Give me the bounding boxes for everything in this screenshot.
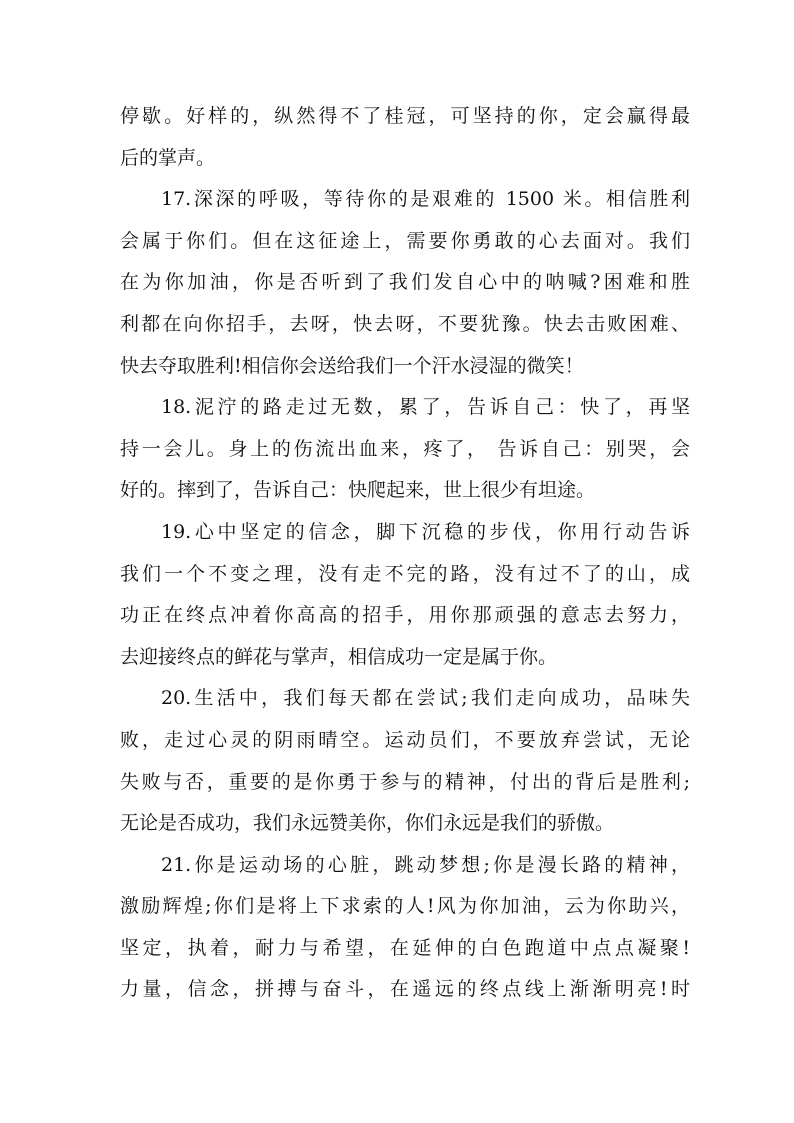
paragraph-17-line: 会属于你们。但在这征途上，需要你勇敢的心去面对。我们 — [120, 229, 690, 252]
paragraph-21-line: 坚定，执着，耐力与希望，在延伸的白色跑道中点点凝聚! — [120, 936, 690, 959]
paragraph-20-line: 无论是否成功，我们永远赞美你，你们永远是我们的骄傲。 — [120, 812, 615, 835]
paragraph-21-line: 力量，信念，拼搏与奋斗，在遥远的终点线上渐渐明亮!时 — [120, 978, 690, 1001]
paragraph-17-line: 快去夺取胜利!相信你会送给我们一个汗水浸湿的微笑！ — [120, 354, 584, 377]
paragraph-19-line: 19.心中坚定的信念，脚下沉稳的步伐，你用行动告诉 — [161, 520, 690, 543]
paragraph-17-line: 在为你加油，你是否听到了我们发自心中的呐喊?困难和胜 — [120, 271, 690, 294]
paragraph-21-line: 激励辉煌;你们是将上下求索的人!风为你加油，云为你助兴， — [120, 895, 690, 918]
paragraph-20-line: 20.生活中，我们每天都在尝试;我们走向成功，品味失 — [161, 687, 690, 710]
paragraph-17-line: 17.深深的呼吸，等待你的是艰难的 1500 米。相信胜利 — [161, 188, 690, 211]
text-line: 后的掌声。 — [120, 146, 216, 169]
paragraph-20-line: 败，走过心灵的阴雨晴空。运动员们，不要放弃尝试，无论 — [120, 728, 690, 751]
document-body — [120, 96, 690, 1011]
paragraph-20-line: 失败与否，重要的是你勇于参与的精神，付出的背后是胜利; — [120, 770, 690, 793]
paragraph-18-line: 持一会儿。身上的伤流出血来，疼了， 告诉自己：别哭，会 — [120, 437, 690, 460]
paragraph-19-line: 去迎接终点的鲜花与掌声，相信成功一定是属于你。 — [120, 645, 558, 668]
paragraph-17-line: 利都在向你招手，去呀，快去呀，不要犹豫。快去击败困难、 — [120, 312, 690, 335]
paragraph-18-line: 18.泥泞的路走过无数，累了，告诉自己：快了，再坚 — [161, 396, 690, 419]
paragraph-21-line: 21.你是运动场的心脏，跳动梦想;你是漫长路的精神， — [161, 853, 690, 876]
paragraph-19-line: 功正在终点冲着你高高的招手，用你那顽强的意志去努力， — [120, 604, 690, 627]
paragraph-18-line: 好的。摔到了，告诉自己：快爬起来，世上很少有坦途。 — [120, 479, 596, 502]
paragraph-19-line: 我们一个不变之理，没有走不完的路，没有过不了的山，成 — [120, 562, 690, 585]
text-line: 停歇。好样的，纵然得不了桂冠，可坚持的你，定会赢得最 — [120, 105, 690, 127]
